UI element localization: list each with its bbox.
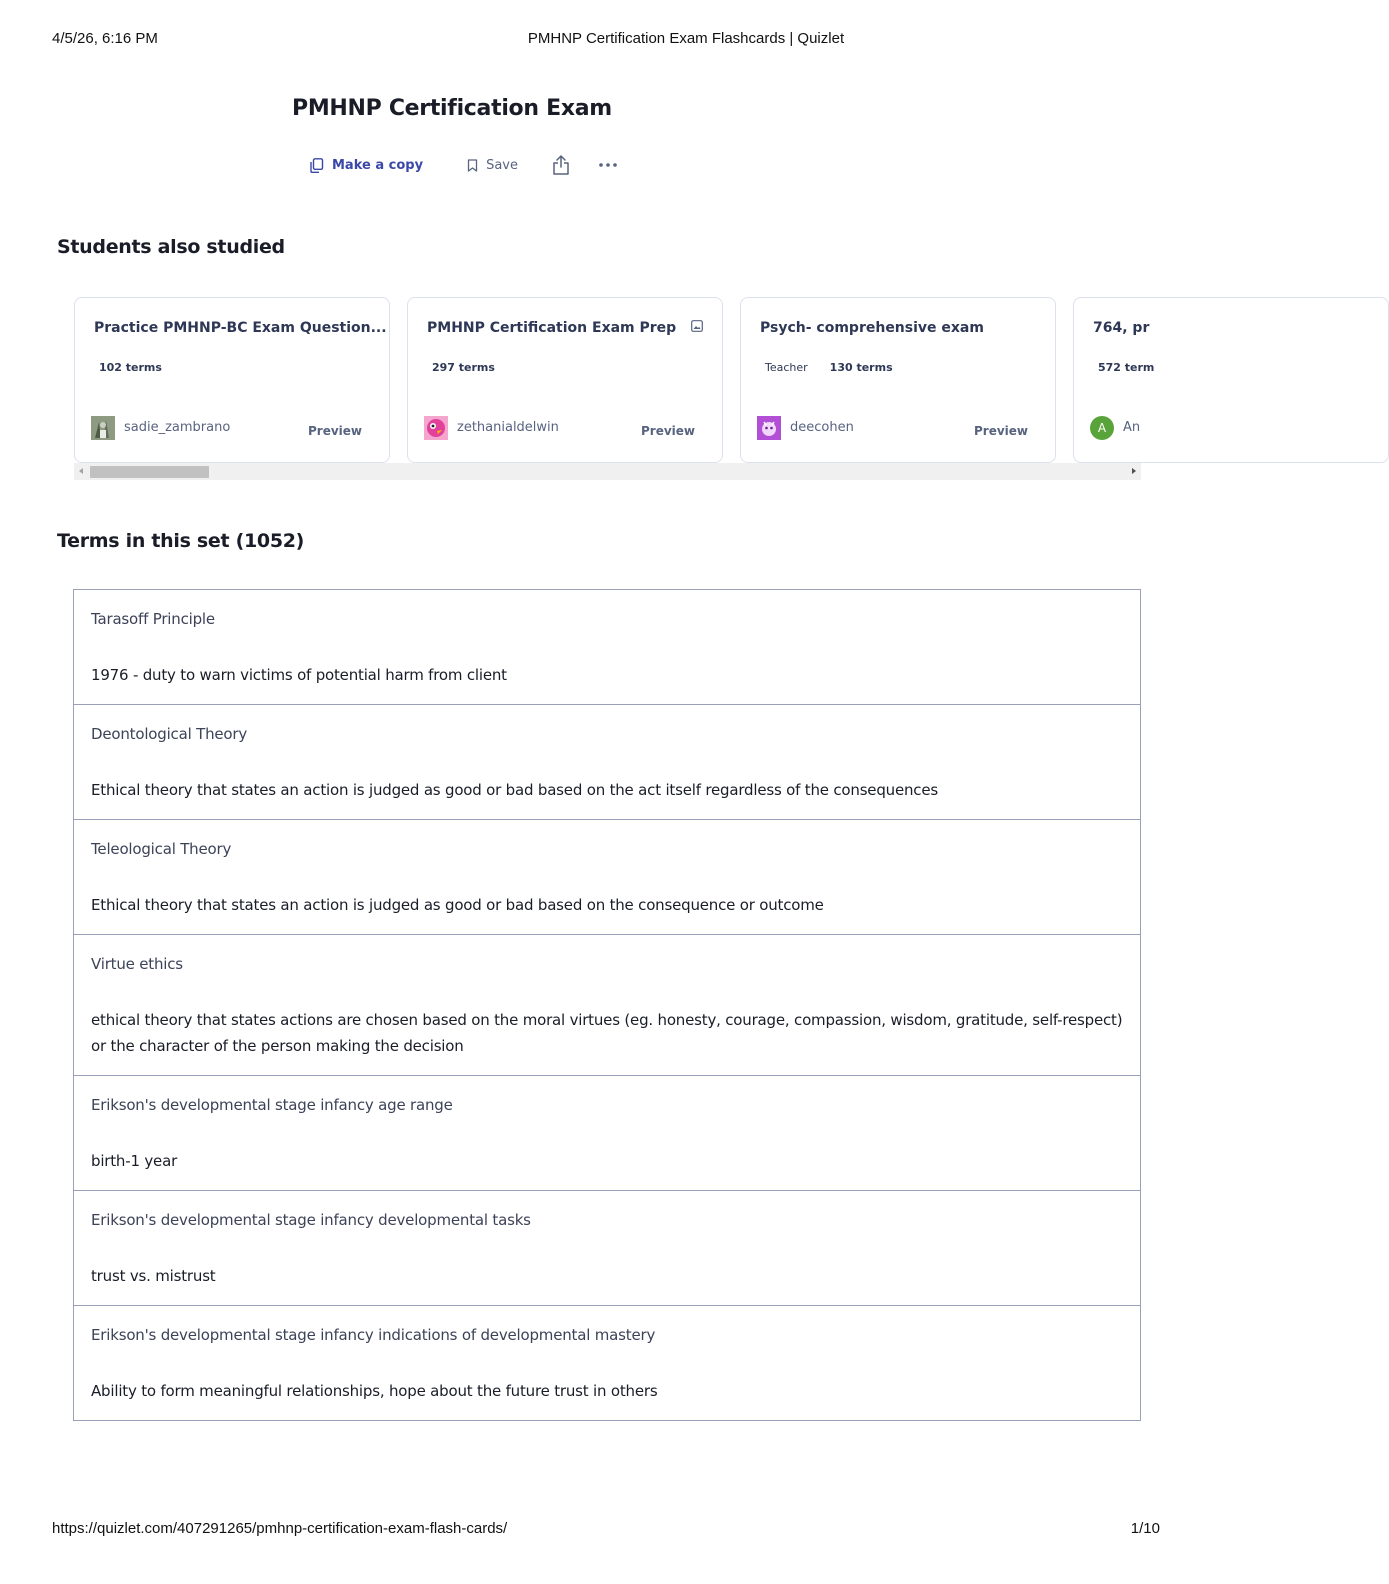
- make-copy-button[interactable]: [310, 158, 423, 173]
- card-meta: [432, 361, 495, 374]
- card-title[interactable]: Practice PMHNP-BC Exam Question...: [94, 320, 387, 336]
- print-url: https://quizlet.com/407291265/pmhnp-certification-exam-flash-cards/: [52, 1520, 508, 1537]
- card-title[interactable]: Psych- comprehensive exam: [760, 320, 984, 336]
- terms-heading: Terms in this set (1052): [57, 530, 305, 552]
- card-username[interactable]: An: [1123, 420, 1141, 435]
- scroll-right-arrow-icon[interactable]: [1132, 468, 1136, 474]
- print-document-title: PMHNP Certification Exam Flashcards | Quizlet: [527, 30, 845, 47]
- print-date: 4/5/26, 6:16 PM: [52, 30, 158, 47]
- more-icon: [598, 162, 618, 168]
- preview-button[interactable]: Preview: [974, 424, 1029, 438]
- preview-button[interactable]: Preview: [641, 424, 696, 438]
- term-row: [74, 705, 1140, 820]
- card-term-count: 572 term: [1098, 361, 1155, 374]
- scrollbar-thumb[interactable]: [90, 466, 209, 478]
- term-row: [74, 1191, 1140, 1306]
- study-set-card[interactable]: [407, 297, 723, 463]
- term-definition: ethical theory that states actions are chosen based on the moral virtues (eg. honesty, courage, compassion, wisdom, gratitude, self-respect) or the character of the person making the decision: [91, 1011, 1123, 1055]
- term-definition: Ability to form meaningful relationships, hope about the future trust in others: [91, 1382, 658, 1400]
- carousel-scrollbar[interactable]: [74, 463, 1141, 480]
- term-definition: birth-1 year: [91, 1152, 178, 1170]
- teacher-badge: Teacher: [765, 361, 808, 374]
- copy-icon: [310, 158, 324, 173]
- term-row: [74, 935, 1140, 1076]
- card-username[interactable]: deecohen: [790, 420, 854, 435]
- term-word: Erikson's developmental stage infancy developmental tasks: [91, 1211, 531, 1229]
- share-icon: [552, 155, 570, 175]
- term-definition: 1976 - duty to warn victims of potential harm from client: [91, 666, 507, 684]
- print-header: [52, 30, 1160, 50]
- save-label: Save: [486, 157, 518, 173]
- card-username[interactable]: sadie_zambrano: [124, 420, 231, 435]
- bookmark-icon: [467, 159, 478, 172]
- scroll-left-arrow-icon[interactable]: [79, 468, 83, 474]
- card-title[interactable]: [427, 320, 708, 336]
- terms-list: [73, 589, 1141, 1421]
- avatar[interactable]: [1090, 416, 1114, 440]
- also-studied-carousel: [74, 297, 1155, 463]
- card-meta: [1098, 361, 1154, 374]
- card-term-count: 297 terms: [432, 361, 495, 374]
- study-set-card[interactable]: [740, 297, 1056, 463]
- avatar[interactable]: [424, 416, 448, 440]
- preview-button[interactable]: Preview: [308, 424, 363, 438]
- card-meta: [765, 361, 893, 374]
- term-word: Erikson's developmental stage infancy indications of developmental mastery: [91, 1326, 656, 1344]
- image-icon: [691, 320, 703, 336]
- set-action-bar: [310, 152, 618, 178]
- page-title: PMHNP Certification Exam: [292, 96, 612, 121]
- students-also-studied-heading: Students also studied: [57, 236, 285, 258]
- print-footer: [52, 1520, 1160, 1540]
- card-username[interactable]: zethanialdelwin: [457, 420, 559, 435]
- card-meta: [99, 361, 162, 374]
- avatar[interactable]: [757, 416, 781, 440]
- term-row: [74, 1306, 1140, 1421]
- term-definition: trust vs. mistrust: [91, 1267, 216, 1285]
- card-term-count: 130 terms: [829, 361, 893, 374]
- card-term-count: 102 terms: [99, 361, 162, 374]
- term-word: Teleological Theory: [91, 840, 232, 858]
- card-title[interactable]: 764, pr: [1093, 320, 1150, 336]
- term-row: [74, 820, 1140, 935]
- print-page-number: 1/10: [1130, 1520, 1160, 1537]
- save-button[interactable]: [467, 158, 518, 173]
- avatar-letter: A: [1097, 421, 1107, 435]
- term-word: Erikson's developmental stage infancy age range: [91, 1096, 453, 1114]
- avatar[interactable]: [91, 416, 115, 440]
- term-definition: Ethical theory that states an action is judged as good or bad based on the consequence or outcome: [91, 896, 824, 914]
- study-set-card[interactable]: [74, 297, 390, 463]
- term-row: [74, 1076, 1140, 1191]
- term-word: Virtue ethics: [91, 955, 183, 973]
- more-options-button[interactable]: [598, 162, 618, 168]
- term-word: Tarasoff Principle: [91, 610, 215, 628]
- share-button[interactable]: [552, 155, 570, 175]
- study-set-card[interactable]: [1073, 297, 1389, 463]
- term-word: Deontological Theory: [91, 725, 248, 743]
- make-copy-label: Make a copy: [332, 157, 424, 173]
- term-row: [74, 590, 1140, 705]
- term-definition: Ethical theory that states an action is judged as good or bad based on the act itself regardless of the consequences: [91, 781, 938, 799]
- card-title-text: PMHNP Certification Exam Prep: [427, 320, 677, 336]
